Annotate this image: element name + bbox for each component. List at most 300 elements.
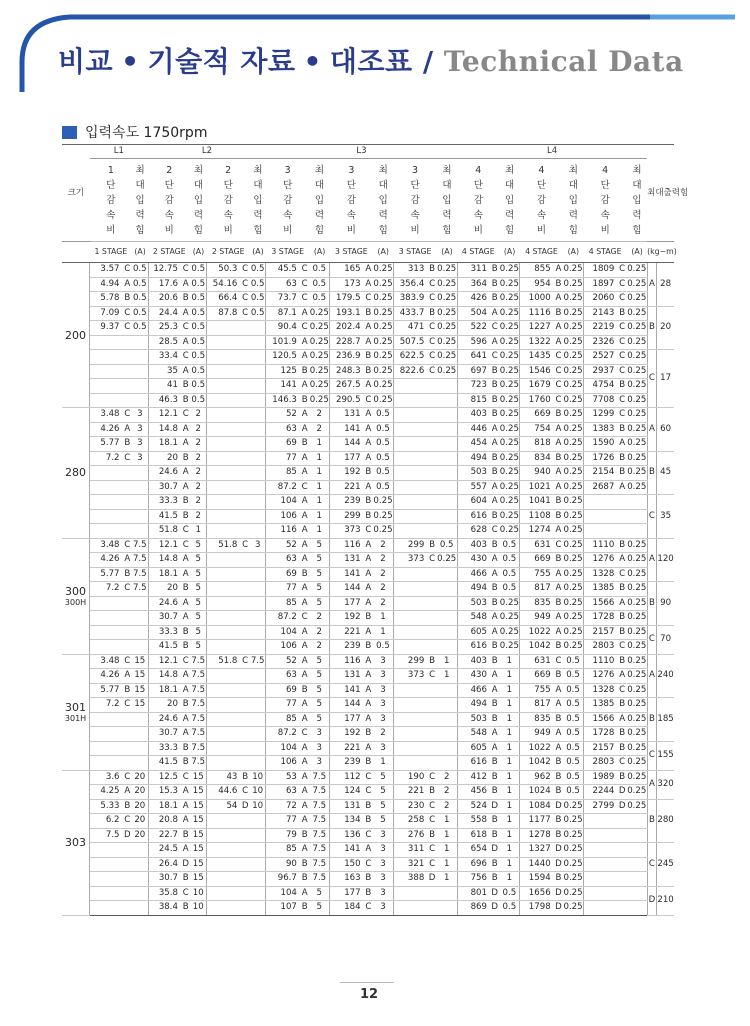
type-cell: A [181, 553, 191, 568]
ratio-cell [90, 843, 123, 858]
ratio-cell: 87.1 [266, 306, 300, 321]
type-cell: A [490, 625, 500, 640]
power-cell: 1 [500, 698, 520, 713]
type-cell: A [364, 741, 374, 756]
power-cell [132, 872, 148, 887]
type-cell: C [364, 901, 374, 916]
ratio-cell: 7.2 [90, 451, 123, 466]
power-cell: 7.5 [309, 770, 329, 785]
ratio-cell: 755 [520, 683, 554, 698]
type-cell: A [364, 451, 374, 466]
ratio-cell: 2219 [583, 321, 617, 336]
ratio-cell: 1440 [520, 857, 554, 872]
type-cell: A [490, 480, 500, 495]
ratio-cell: 1989 [583, 770, 617, 785]
type-cell [123, 901, 133, 916]
ratio-cell: 14.8 [148, 422, 181, 437]
power-cell: 5 [191, 625, 207, 640]
power-cell: 0.25 [563, 582, 583, 597]
power-cell: 5 [191, 640, 207, 655]
table-row [62, 799, 674, 814]
type-cell: B [490, 698, 500, 713]
power-cell: 0.25 [500, 451, 520, 466]
power-cell: 3 [373, 828, 393, 843]
table-row [62, 495, 674, 510]
power-cell: 7.5 [191, 741, 207, 756]
type-cell: A [554, 582, 564, 597]
type-cell [427, 582, 437, 597]
power-cell: 0.25 [627, 364, 647, 379]
table-row [62, 872, 674, 887]
table-row [62, 379, 674, 394]
power-cell: 7.5 [191, 683, 207, 698]
power-cell [437, 596, 457, 611]
ratio-cell: 855 [520, 263, 554, 278]
table-row [62, 335, 674, 350]
type-cell: A [300, 582, 310, 597]
power-cell: 0.25 [373, 306, 393, 321]
ratio-cell: 373 [393, 553, 427, 568]
unit-label: (A) [309, 242, 329, 263]
type-cell: A [300, 306, 310, 321]
ratio-cell: 388 [393, 872, 427, 887]
ratio-cell: 20 [148, 582, 181, 597]
table-row [62, 886, 674, 901]
ratio-cell: 618 [457, 828, 490, 843]
power-cell: 2 [309, 611, 329, 626]
power-cell: 0.25 [627, 422, 647, 437]
type-cell [427, 625, 437, 640]
type-cell: B [554, 509, 564, 524]
power-cell: 0.5 [309, 263, 329, 278]
ratio-cell: 5.33 [90, 799, 123, 814]
ratio-cell [206, 393, 240, 408]
power-cell: 0.25 [373, 350, 393, 365]
type-cell: C [300, 611, 310, 626]
power-cell: 5 [373, 814, 393, 829]
type-cell: C [617, 350, 627, 365]
type-cell: A [181, 843, 191, 858]
power-cell: 0.25 [563, 538, 583, 553]
power-cell [437, 379, 457, 394]
power-cell: 0.5 [191, 379, 207, 394]
ratio-cell: 38.4 [148, 901, 181, 916]
type-cell: A [300, 509, 310, 524]
ratio-cell [90, 393, 123, 408]
power-cell [250, 422, 266, 437]
power-cell: 3 [373, 857, 393, 872]
ratio-cell [206, 640, 240, 655]
type-cell: B [490, 292, 500, 307]
power-cell: 7.5 [309, 857, 329, 872]
ratio-cell: 54.16 [206, 277, 240, 292]
ratio-cell: 754 [520, 422, 554, 437]
power-cell: 0.5 [191, 306, 207, 321]
type-cell: B [490, 364, 500, 379]
type-cell [427, 393, 437, 408]
type-cell [240, 611, 250, 626]
type-cell: A [181, 669, 191, 684]
power-cell: 1 [500, 857, 520, 872]
ratio-cell: 134 [330, 814, 364, 829]
type-cell: C [617, 335, 627, 350]
type-cell: A [490, 669, 500, 684]
power-cell: 0.25 [373, 263, 393, 278]
type-cell: A [554, 727, 564, 742]
type-cell [240, 843, 250, 858]
type-cell: B [181, 393, 191, 408]
power-cell: 0.25 [500, 422, 520, 437]
table-row [62, 466, 674, 481]
ratio-cell: 755 [520, 567, 554, 582]
type-cell: B [490, 872, 500, 887]
power-cell: 5 [191, 596, 207, 611]
ratio-cell: 107 [266, 901, 300, 916]
power-cell: 0.5 [191, 263, 207, 278]
torque-type-cell: C [647, 625, 657, 654]
type-cell: C [617, 640, 627, 655]
type-cell: C [240, 277, 250, 292]
ratio-cell: 2799 [583, 799, 617, 814]
type-cell [123, 611, 133, 626]
type-cell: A [123, 669, 133, 684]
power-cell: 2 [309, 640, 329, 655]
power-cell: 1 [309, 495, 329, 510]
power-cell: 0.25 [309, 306, 329, 321]
type-cell: A [300, 625, 310, 640]
ratio-cell: 30.7 [148, 611, 181, 626]
ratio-cell: 41.5 [148, 640, 181, 655]
ratio-cell: 221 [393, 785, 427, 800]
table-row [62, 451, 674, 466]
power-cell: 1 [373, 625, 393, 640]
ratio-cell: 85 [266, 596, 300, 611]
ratio-cell: 18.1 [148, 683, 181, 698]
type-cell: B [300, 567, 310, 582]
torque-type-cell: C [647, 350, 657, 408]
ratio-cell: 20 [148, 698, 181, 713]
type-cell [617, 901, 627, 916]
type-cell [240, 422, 250, 437]
type-cell: B [490, 596, 500, 611]
type-cell: A [554, 263, 564, 278]
ratio-cell: 14.8 [148, 669, 181, 684]
ratio-cell: 299 [330, 509, 364, 524]
power-cell: 0.25 [627, 741, 647, 756]
type-cell [123, 596, 133, 611]
table-row [62, 567, 674, 582]
power-cell: 0.25 [373, 321, 393, 336]
power-cell: 2 [309, 422, 329, 437]
power-cell [627, 814, 647, 829]
power-cell: 0.25 [309, 364, 329, 379]
ratio-cell [206, 422, 240, 437]
ratio-cell: 192 [330, 611, 364, 626]
type-cell: B [554, 408, 564, 423]
type-cell: C [123, 770, 133, 785]
ratio-cell [206, 683, 240, 698]
type-cell: A [300, 451, 310, 466]
power-cell: 1 [437, 857, 457, 872]
type-cell: C [364, 393, 374, 408]
ratio-cell: 1042 [520, 756, 554, 771]
ratio-cell: 131 [330, 669, 364, 684]
power-cell: 7.5 [132, 567, 148, 582]
type-cell: A [554, 698, 564, 713]
type-cell [123, 872, 133, 887]
power-cell: 0.5 [191, 277, 207, 292]
ratio-cell [90, 872, 123, 887]
type-cell: C [617, 567, 627, 582]
type-cell: C [123, 814, 133, 829]
power-cell [250, 683, 266, 698]
power-cell: 5 [309, 596, 329, 611]
ratio-cell [583, 872, 617, 887]
ratio-cell [393, 727, 427, 742]
ratio-cell [583, 828, 617, 843]
power-cell: 0.25 [563, 611, 583, 626]
power-cell: 1 [500, 770, 520, 785]
power-cell [437, 625, 457, 640]
ratio-cell: 3.48 [90, 654, 123, 669]
ratio-cell: 30.7 [148, 872, 181, 887]
type-cell: C [181, 408, 191, 423]
type-cell: D [554, 857, 564, 872]
type-cell: D [490, 886, 500, 901]
ratio-cell: 106 [266, 640, 300, 655]
ratio-cell [393, 567, 427, 582]
power-cell: 0.25 [563, 335, 583, 350]
ratio-cell [393, 408, 427, 423]
ratio-cell: 494 [457, 451, 490, 466]
torque-type-cell: B [647, 698, 657, 742]
power-cell: 0.25 [563, 422, 583, 437]
type-cell: A [181, 466, 191, 481]
power-cell: 2 [191, 437, 207, 452]
ratio-cell: 605 [457, 625, 490, 640]
power-cell: 1 [309, 480, 329, 495]
power-header: 최대입력힘 [505, 164, 515, 236]
type-cell: A [490, 306, 500, 321]
ratio-cell [90, 712, 123, 727]
type-cell: C [427, 553, 437, 568]
ratio-cell: 15.3 [148, 785, 181, 800]
ratio-cell: 604 [457, 495, 490, 510]
ratio-cell [206, 495, 240, 510]
ratio-cell [206, 582, 240, 597]
power-cell [132, 901, 148, 916]
type-cell: C [300, 292, 310, 307]
power-cell [250, 596, 266, 611]
ratio-cell: 756 [457, 872, 490, 887]
type-cell: A [554, 741, 564, 756]
type-cell [240, 364, 250, 379]
power-cell: 0.5 [373, 408, 393, 423]
type-cell: B [181, 828, 191, 843]
ratio-cell: 177 [330, 712, 364, 727]
power-cell: 0.25 [563, 350, 583, 365]
ratio-cell: 1728 [583, 727, 617, 742]
type-cell: B [490, 828, 500, 843]
power-cell: 10 [191, 901, 207, 916]
type-cell: A [617, 437, 627, 452]
group-l4: L4 [457, 145, 647, 159]
ratio-cell [206, 480, 240, 495]
power-cell [250, 480, 266, 495]
type-cell: A [300, 524, 310, 539]
ratio-cell [206, 828, 240, 843]
type-cell: A [490, 495, 500, 510]
ratio-cell: 144 [330, 582, 364, 597]
ratio-cell: 1566 [583, 712, 617, 727]
power-cell: 7.5 [309, 799, 329, 814]
power-cell [250, 582, 266, 597]
ratio-cell [583, 886, 617, 901]
power-header: 최대입력힘 [378, 164, 388, 236]
power-cell: 20 [132, 814, 148, 829]
type-cell [240, 335, 250, 350]
stage-label: 3 STAGE [266, 242, 310, 263]
ratio-cell: 239 [330, 640, 364, 655]
ratio-cell [583, 495, 617, 510]
type-cell: B [554, 712, 564, 727]
ratio-cell: 697 [457, 364, 490, 379]
power-cell: 0.25 [627, 596, 647, 611]
ratio-cell [206, 727, 240, 742]
type-cell: B [181, 509, 191, 524]
ratio-cell: 313 [393, 263, 427, 278]
type-cell: C [123, 582, 133, 597]
power-cell: 5 [373, 770, 393, 785]
size-cell [62, 538, 90, 654]
type-cell: A [554, 683, 564, 698]
ratio-cell [393, 683, 427, 698]
type-cell: B [617, 698, 627, 713]
table-row [62, 611, 674, 626]
type-cell: B [427, 828, 437, 843]
power-cell: 7.5 [191, 756, 207, 771]
ratio-header: 2단감속비 [223, 164, 233, 236]
power-cell: 2 [373, 727, 393, 742]
type-cell [240, 901, 250, 916]
power-cell: 0.25 [500, 437, 520, 452]
power-cell: 5 [309, 683, 329, 698]
ratio-cell: 177 [330, 886, 364, 901]
type-cell [240, 321, 250, 336]
type-cell: A [490, 422, 500, 437]
power-cell [437, 422, 457, 437]
ratio-cell: 33.3 [148, 741, 181, 756]
type-cell [123, 843, 133, 858]
type-cell: A [123, 422, 133, 437]
type-cell: A [364, 379, 374, 394]
ratio-cell [206, 553, 240, 568]
ratio-cell: 24.6 [148, 596, 181, 611]
power-cell: 0.25 [437, 277, 457, 292]
power-cell: 1 [373, 756, 393, 771]
power-cell [250, 321, 266, 336]
power-cell: 2 [373, 538, 393, 553]
size-variant: 301H [64, 713, 87, 723]
power-cell: 20 [132, 785, 148, 800]
ratio-header: 3단감속비 [346, 164, 356, 236]
ratio-cell: 18.1 [148, 437, 181, 452]
ratio-cell [393, 611, 427, 626]
power-cell: 0.25 [437, 350, 457, 365]
power-cell: 0.5 [373, 437, 393, 452]
type-cell: B [490, 712, 500, 727]
type-cell: B [364, 509, 374, 524]
type-cell [617, 495, 627, 510]
power-cell [250, 495, 266, 510]
torque-type-cell: A [647, 770, 657, 799]
ratio-cell: 430 [457, 553, 490, 568]
type-cell [123, 886, 133, 901]
type-cell [427, 611, 437, 626]
power-header: 최대입력힘 [253, 164, 263, 236]
power-cell [250, 698, 266, 713]
ratio-cell [393, 509, 427, 524]
type-cell: B [490, 393, 500, 408]
type-cell: B [181, 379, 191, 394]
type-cell: A [554, 292, 564, 307]
type-cell: C [364, 292, 374, 307]
power-cell: 0.25 [627, 393, 647, 408]
type-cell: C [181, 770, 191, 785]
type-cell: B [427, 785, 437, 800]
type-cell: A [490, 683, 500, 698]
ratio-cell: 2803 [583, 756, 617, 771]
type-cell: A [181, 683, 191, 698]
type-cell: A [554, 422, 564, 437]
ratio-cell: 276 [393, 828, 427, 843]
power-cell: 10 [250, 785, 266, 800]
type-cell [240, 553, 250, 568]
table-body [62, 263, 674, 916]
type-cell: A [300, 654, 310, 669]
power-cell: 0.25 [500, 625, 520, 640]
ratio-cell: 33.4 [148, 350, 181, 365]
ratio-cell: 53 [266, 770, 300, 785]
power-cell [437, 495, 457, 510]
type-cell [427, 480, 437, 495]
power-cell: 0.25 [563, 524, 583, 539]
power-cell: 3 [250, 538, 266, 553]
power-cell: 0.25 [627, 640, 647, 655]
power-cell [250, 712, 266, 727]
power-cell [250, 408, 266, 423]
ratio-cell: 949 [520, 727, 554, 742]
ratio-cell: 20.6 [148, 292, 181, 307]
power-cell: 0.25 [309, 393, 329, 408]
type-cell: A [617, 596, 627, 611]
power-cell [250, 886, 266, 901]
ratio-cell: 230 [393, 799, 427, 814]
power-cell: 0.25 [500, 408, 520, 423]
type-cell: B [300, 683, 310, 698]
power-cell: 0.25 [373, 379, 393, 394]
type-cell: A [617, 712, 627, 727]
type-cell [123, 350, 133, 365]
type-cell: C [240, 306, 250, 321]
type-cell [427, 437, 437, 452]
power-cell [132, 611, 148, 626]
power-cell: 0.5 [373, 422, 393, 437]
ratio-cell: 949 [520, 611, 554, 626]
power-cell: 0.5 [132, 292, 148, 307]
type-cell: B [554, 785, 564, 800]
power-cell: 0.25 [627, 306, 647, 321]
